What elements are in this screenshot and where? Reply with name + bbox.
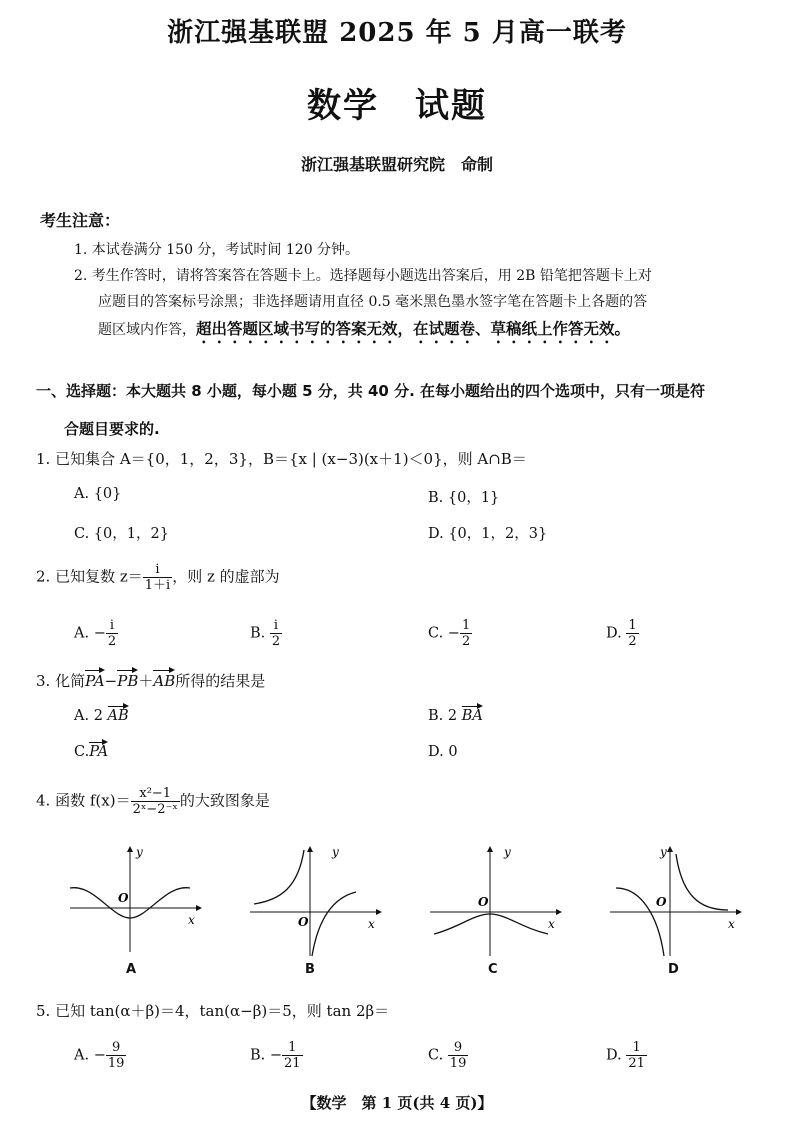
q5-b-frac [282,1040,303,1071]
notice-item-2-line-3 [98,316,760,347]
q2-c-den: 2 [461,634,471,649]
graph-c-y-label: y [504,845,511,859]
q5-c-frac [448,1040,469,1071]
graph-b-right-branch [312,892,356,956]
page-footer: 【数学 第 1 页(共 4 页)】 [301,1094,493,1112]
graph-a-label: A [126,962,137,977]
question-4-stem-post: 的大致图象是 [179,791,270,810]
notice-item-2-line-2: 应题目的答案标号涂黑；非选择题请用直径 0.5 毫米黑色墨水签字笔在答题卡上各题的答 [98,294,648,310]
question-4-stem-pre: 4. 函数 f(x)＝ [36,791,131,810]
question-2-fraction-den: 1＋i [144,578,171,593]
q2-c-num: 1 [461,618,471,633]
graph-d-origin: O [656,895,667,909]
question-3-option-b [428,708,483,724]
graph-a-y-arrow [127,846,133,852]
graph-c-x-label: x [548,917,555,931]
q5-a-label: A. − [74,1047,106,1064]
q3-a-label: A. 2 [74,708,103,724]
q5-a-den: 19 [107,1056,125,1071]
q2-b-num: i [270,618,282,634]
graph-d-label: D [668,962,679,977]
q5-c-den: 19 [449,1056,467,1071]
q5-d-label: D. [606,1047,622,1064]
graph-c-y-arrow [487,846,493,852]
exam-title: 浙江强基联盟 2025 年 5 月高一联考 [167,18,627,48]
q5-d-num: 1 [626,1040,647,1056]
question-5-option-c [428,1040,468,1071]
graph-b-y-label: y [332,845,339,859]
q2-a-num: i [106,618,118,634]
exam-subject: 数学 试题 [307,86,487,126]
graph-d-right-branch [676,854,728,910]
graph-b-left-branch [254,850,304,904]
q3-b-vec: BA [461,708,483,724]
question-2-fraction-num: i [143,562,172,578]
graph-a [64,840,204,960]
question-2-option-c [428,618,472,649]
section-1-heading [36,372,766,448]
graph-c-origin: O [478,895,489,909]
graph-d-y-label: y [660,845,667,859]
graph-b [244,840,384,960]
question-1-stem: 1. 已知集合 A＝{0，1，2，3}，B＝{x | (x−3)(x＋1)＜0}，则 A∩B＝ [36,450,527,468]
q5-b-num: 1 [282,1040,303,1056]
graph-c-curve [434,914,548,934]
q3-a-vec: AB [107,708,129,724]
q5-c-num: 9 [448,1040,469,1056]
graph-b-x-label: x [368,917,375,931]
vector-ab: AB [153,672,176,690]
graph-a-x-arrow [196,905,202,911]
q5-d-frac [626,1040,647,1071]
vector-pa: PA [85,672,105,690]
q2-d-den: 2 [628,634,637,649]
q3-op2: ＋ [138,672,154,690]
q2-b-den: 2 [271,634,281,649]
q5-a-frac [106,1040,127,1071]
question-4-stem [36,786,270,817]
graph-c-label: C [488,962,498,977]
graph-b-y-arrow [307,846,313,852]
question-2-option-d [606,618,639,649]
q5-d-den: 21 [628,1056,645,1071]
question-3-option-a [74,708,129,724]
q5-b-label: B. − [250,1047,283,1064]
question-5-stem: 5. 已知 tan(α＋β)＝4，tan(α−β)＝5，则 tan 2β＝ [36,1002,390,1020]
q2-b-frac [270,618,282,649]
q3-c-vec: PA [89,744,109,760]
notice-item-2-line-3-text: 题区域内作答， [98,322,196,338]
question-4-fraction-num: x²−1 [131,786,180,802]
graph-d-x-label: x [728,917,735,931]
question-4-fraction-den: 2ˣ−2⁻ˣ [132,802,178,817]
graph-b-label: B [305,962,315,977]
section-1-line-1: 一、选择题：本大题共 8 小题，每小题 5 分，共 40 分. 在每小题给出的四个选项中，只有一项是符 [36,382,706,400]
q3-c-label: C. [74,744,90,760]
question-1-option-d: D. {0，1，2，3} [428,526,548,542]
q2-c-label: C. − [428,625,460,642]
q5-c-label: C. [428,1047,444,1064]
q5-a-num: 9 [106,1040,127,1056]
graph-a-origin: O [118,891,129,905]
question-3-option-d: D. 0 [428,744,458,760]
question-5-option-a [74,1040,126,1071]
q2-d-frac [626,618,638,649]
graph-d-x-arrow [736,909,742,915]
question-5-option-b [250,1040,303,1071]
question-3-stem [36,670,265,691]
question-1-option-b: B. {0，1} [428,490,500,506]
graph-b-x-arrow [376,909,382,915]
question-2-stem [36,562,280,593]
q5-b-den: 21 [284,1056,301,1071]
question-2-option-a [74,618,118,649]
q3-b-label: B. 2 [428,708,458,724]
notice-item-1: 1. 本试卷满分 150 分，考试时间 120 分钟。 [74,242,360,258]
graph-c-x-arrow [556,909,562,915]
graph-c [424,840,564,960]
graph-d-y-arrow [667,846,673,852]
notice-emphasis: 超出答题区域书写的答案无效，在试题卷、草稿纸上作答无效。 [196,320,631,338]
question-5-option-d [606,1040,647,1071]
q2-d-num: 1 [628,618,637,633]
question-1-option-c: C. {0，1，2} [74,526,169,542]
question-2-option-b [250,618,282,649]
q2-a-label: A. − [74,625,106,642]
question-3-option-c [74,744,108,760]
candidate-notice [40,208,760,347]
notice-item-2-line-1: 2. 考生作答时，请将答案答在答题卡上。选择题每小题选出答案后，用 2B 铅笔把答题卡上对 [74,268,652,284]
q2-a-den: 2 [107,634,117,649]
question-2-stem-pre: 2. 已知复数 z＝ [36,567,143,586]
graph-a-x-label: x [188,913,195,927]
vector-pb: PB [117,672,139,690]
question-2-stem-post: ，则 z 的虚部为 [172,567,280,586]
question-3-stem-pre: 3. 化简 [36,672,86,690]
q3-op1: − [104,672,118,690]
q2-a-frac [106,618,118,649]
question-4-fraction [131,786,180,817]
exam-maker: 浙江强基联盟研究院 命制 [300,155,493,174]
q2-b-label: B. [250,625,266,642]
graph-d [604,840,744,960]
section-1-line-2: 合题目要求的. [64,420,160,438]
notice-heading: 考生注意： [40,211,121,230]
question-1-option-a: A. {0} [74,486,122,502]
question-3-stem-post: 所得的结果是 [175,672,266,690]
q2-d-label: D. [606,625,622,642]
q2-c-frac [460,618,472,649]
question-2-fraction [143,562,172,593]
graph-b-origin: O [298,915,309,929]
graph-a-y-label: y [136,845,143,859]
